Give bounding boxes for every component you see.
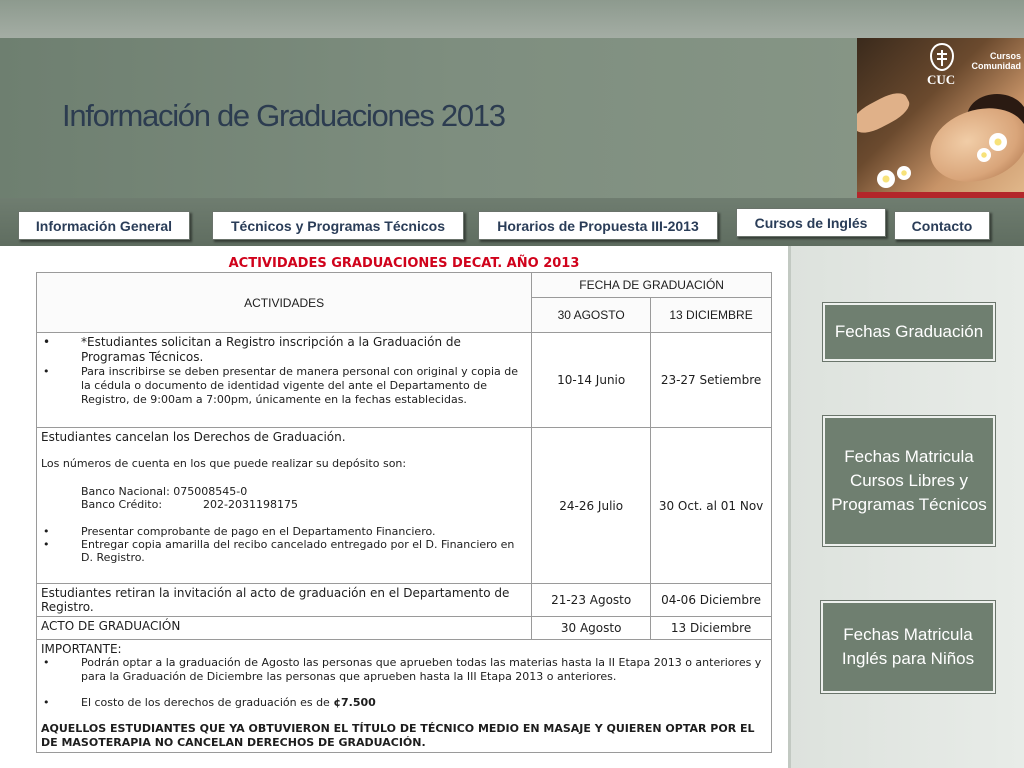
important-title: IMPORTANTE: bbox=[41, 642, 122, 656]
date-cell: 30 Oct. al 01 Nov bbox=[651, 428, 772, 584]
header-col-diciembre: 13 DICIEMBRE bbox=[651, 298, 772, 333]
top-strip bbox=[0, 0, 1024, 38]
list-item: • Podrán optar a la graduación de Agosto las personas que aprueben todas las materias hasta la II Etapa 2013 o anteriores y para la Graduación de Diciembre las personas que aprueben hasta la III Etapa 2013 o anteriores. bbox=[41, 656, 767, 684]
list-item: • *Estudiantes solicitan a Registro inscripción a la Graduación de Programas Técnicos. bbox=[41, 335, 527, 365]
graduation-activities-table bbox=[36, 272, 772, 753]
table-title: ACTIVIDADES GRADUACIONES DECAT. AÑO 2013 bbox=[228, 256, 580, 271]
list-item: • Entregar copia amarilla del recibo cancelado entregado por el D. Financiero en D. Registro. bbox=[41, 538, 527, 564]
bank-credito-value: 202-2031198175 bbox=[203, 498, 298, 511]
flower-icon bbox=[877, 170, 895, 188]
bank-nacional: Banco Nacional: 075008545-0 bbox=[81, 485, 248, 498]
table-row bbox=[37, 584, 772, 617]
nav-horarios-propuesta[interactable]: Horarios de Propuesta III-2013 bbox=[478, 211, 718, 240]
top-nav-bar bbox=[0, 198, 1024, 246]
activity-cell bbox=[37, 428, 532, 584]
date-cell: 23-27 Setiembre bbox=[651, 333, 772, 428]
table-row bbox=[37, 333, 772, 428]
list-item: • Para inscribirse se deben presentar de manera personal con original y copia de la cédula o documento de identidad vigente del ante el Departamento de Registro, de 9:00am a 7:00pm, únicamente en la fechas establecidas. bbox=[41, 365, 527, 407]
sidebar-fechas-graduacion[interactable]: Fechas Graduación bbox=[823, 303, 995, 361]
table-row bbox=[37, 617, 772, 640]
masoterapia-note: AQUELLOS ESTUDIANTES QUE YA OBTUVIERON EL TÍTULO DE TÉCNICO MEDIO EN MASAJE Y QUIEREN OPTAR POR EL DE MASOTERAPIA NO CANCELAN DERECHOS DE GRADUACIÓN. bbox=[41, 722, 755, 749]
nav-informacion-general[interactable]: Información General bbox=[18, 211, 190, 240]
nav-contacto[interactable]: Contacto bbox=[894, 211, 990, 240]
cuc-logo-text: CUC bbox=[927, 72, 956, 87]
date-cell: 24-26 Julio bbox=[532, 428, 651, 584]
header-banner-image bbox=[857, 38, 1024, 198]
date-cell: 30 Agosto bbox=[532, 617, 651, 640]
header-col-agosto: 30 AGOSTO bbox=[532, 298, 651, 333]
row-title: Estudiantes cancelan los Derechos de Graduación. bbox=[41, 430, 346, 444]
nav-tecnicos-programas[interactable]: Técnicos y Programas Técnicos bbox=[212, 211, 464, 240]
flower-icon bbox=[977, 148, 991, 162]
activity-cell: Estudiantes retiran la invitación al acto de graduación en el Departamento de Registro. bbox=[37, 584, 532, 617]
date-cell: 13 Diciembre bbox=[651, 617, 772, 640]
cost-text: El costo de los derechos de graduación es de bbox=[81, 696, 334, 709]
page-title: Información de Graduaciones 2013 bbox=[62, 98, 505, 133]
table-row bbox=[37, 428, 772, 584]
sidebar-fechas-matricula-ingles[interactable]: Fechas Matricula Inglés para Niños bbox=[821, 601, 995, 693]
banner-brand-line1: Cursos bbox=[989, 51, 1021, 61]
cost-amount: ¢7.500 bbox=[333, 696, 376, 709]
massage-hand bbox=[857, 87, 914, 138]
banner-brand-line2: Comunidad bbox=[971, 61, 1021, 71]
important-cell bbox=[37, 640, 772, 753]
activity-cell bbox=[37, 333, 532, 428]
table-row bbox=[37, 640, 772, 753]
activity-cell: ACTO DE GRADUACIÓN bbox=[37, 617, 532, 640]
flower-icon bbox=[897, 166, 911, 180]
bank-credito bbox=[41, 498, 527, 511]
header-activities: ACTIVIDADES bbox=[37, 273, 532, 333]
date-cell: 10-14 Junio bbox=[532, 333, 651, 428]
nav-cursos-ingles[interactable]: Cursos de Inglés bbox=[736, 208, 886, 237]
list-item: • Presentar comprobante de pago en el Departamento Financiero. bbox=[41, 525, 527, 538]
sidebar-fechas-matricula-cursos[interactable]: Fechas Matricula Cursos Libres y Programas Técnicos bbox=[823, 416, 995, 546]
bank-credito-label: Banco Crédito: bbox=[81, 498, 163, 511]
date-cell: 04-06 Diciembre bbox=[651, 584, 772, 617]
date-cell: 21-23 Agosto bbox=[532, 584, 651, 617]
model-face bbox=[921, 96, 1024, 193]
sidebar-panel bbox=[788, 246, 1024, 768]
header-date-group: FECHA DE GRADUACIÓN bbox=[532, 273, 772, 298]
cuc-logo-icon bbox=[927, 42, 957, 76]
list-item bbox=[41, 696, 767, 710]
flower-icon bbox=[989, 133, 1007, 151]
row-intro: Los números de cuenta en los que puede realizar su depósito son: bbox=[41, 457, 407, 470]
